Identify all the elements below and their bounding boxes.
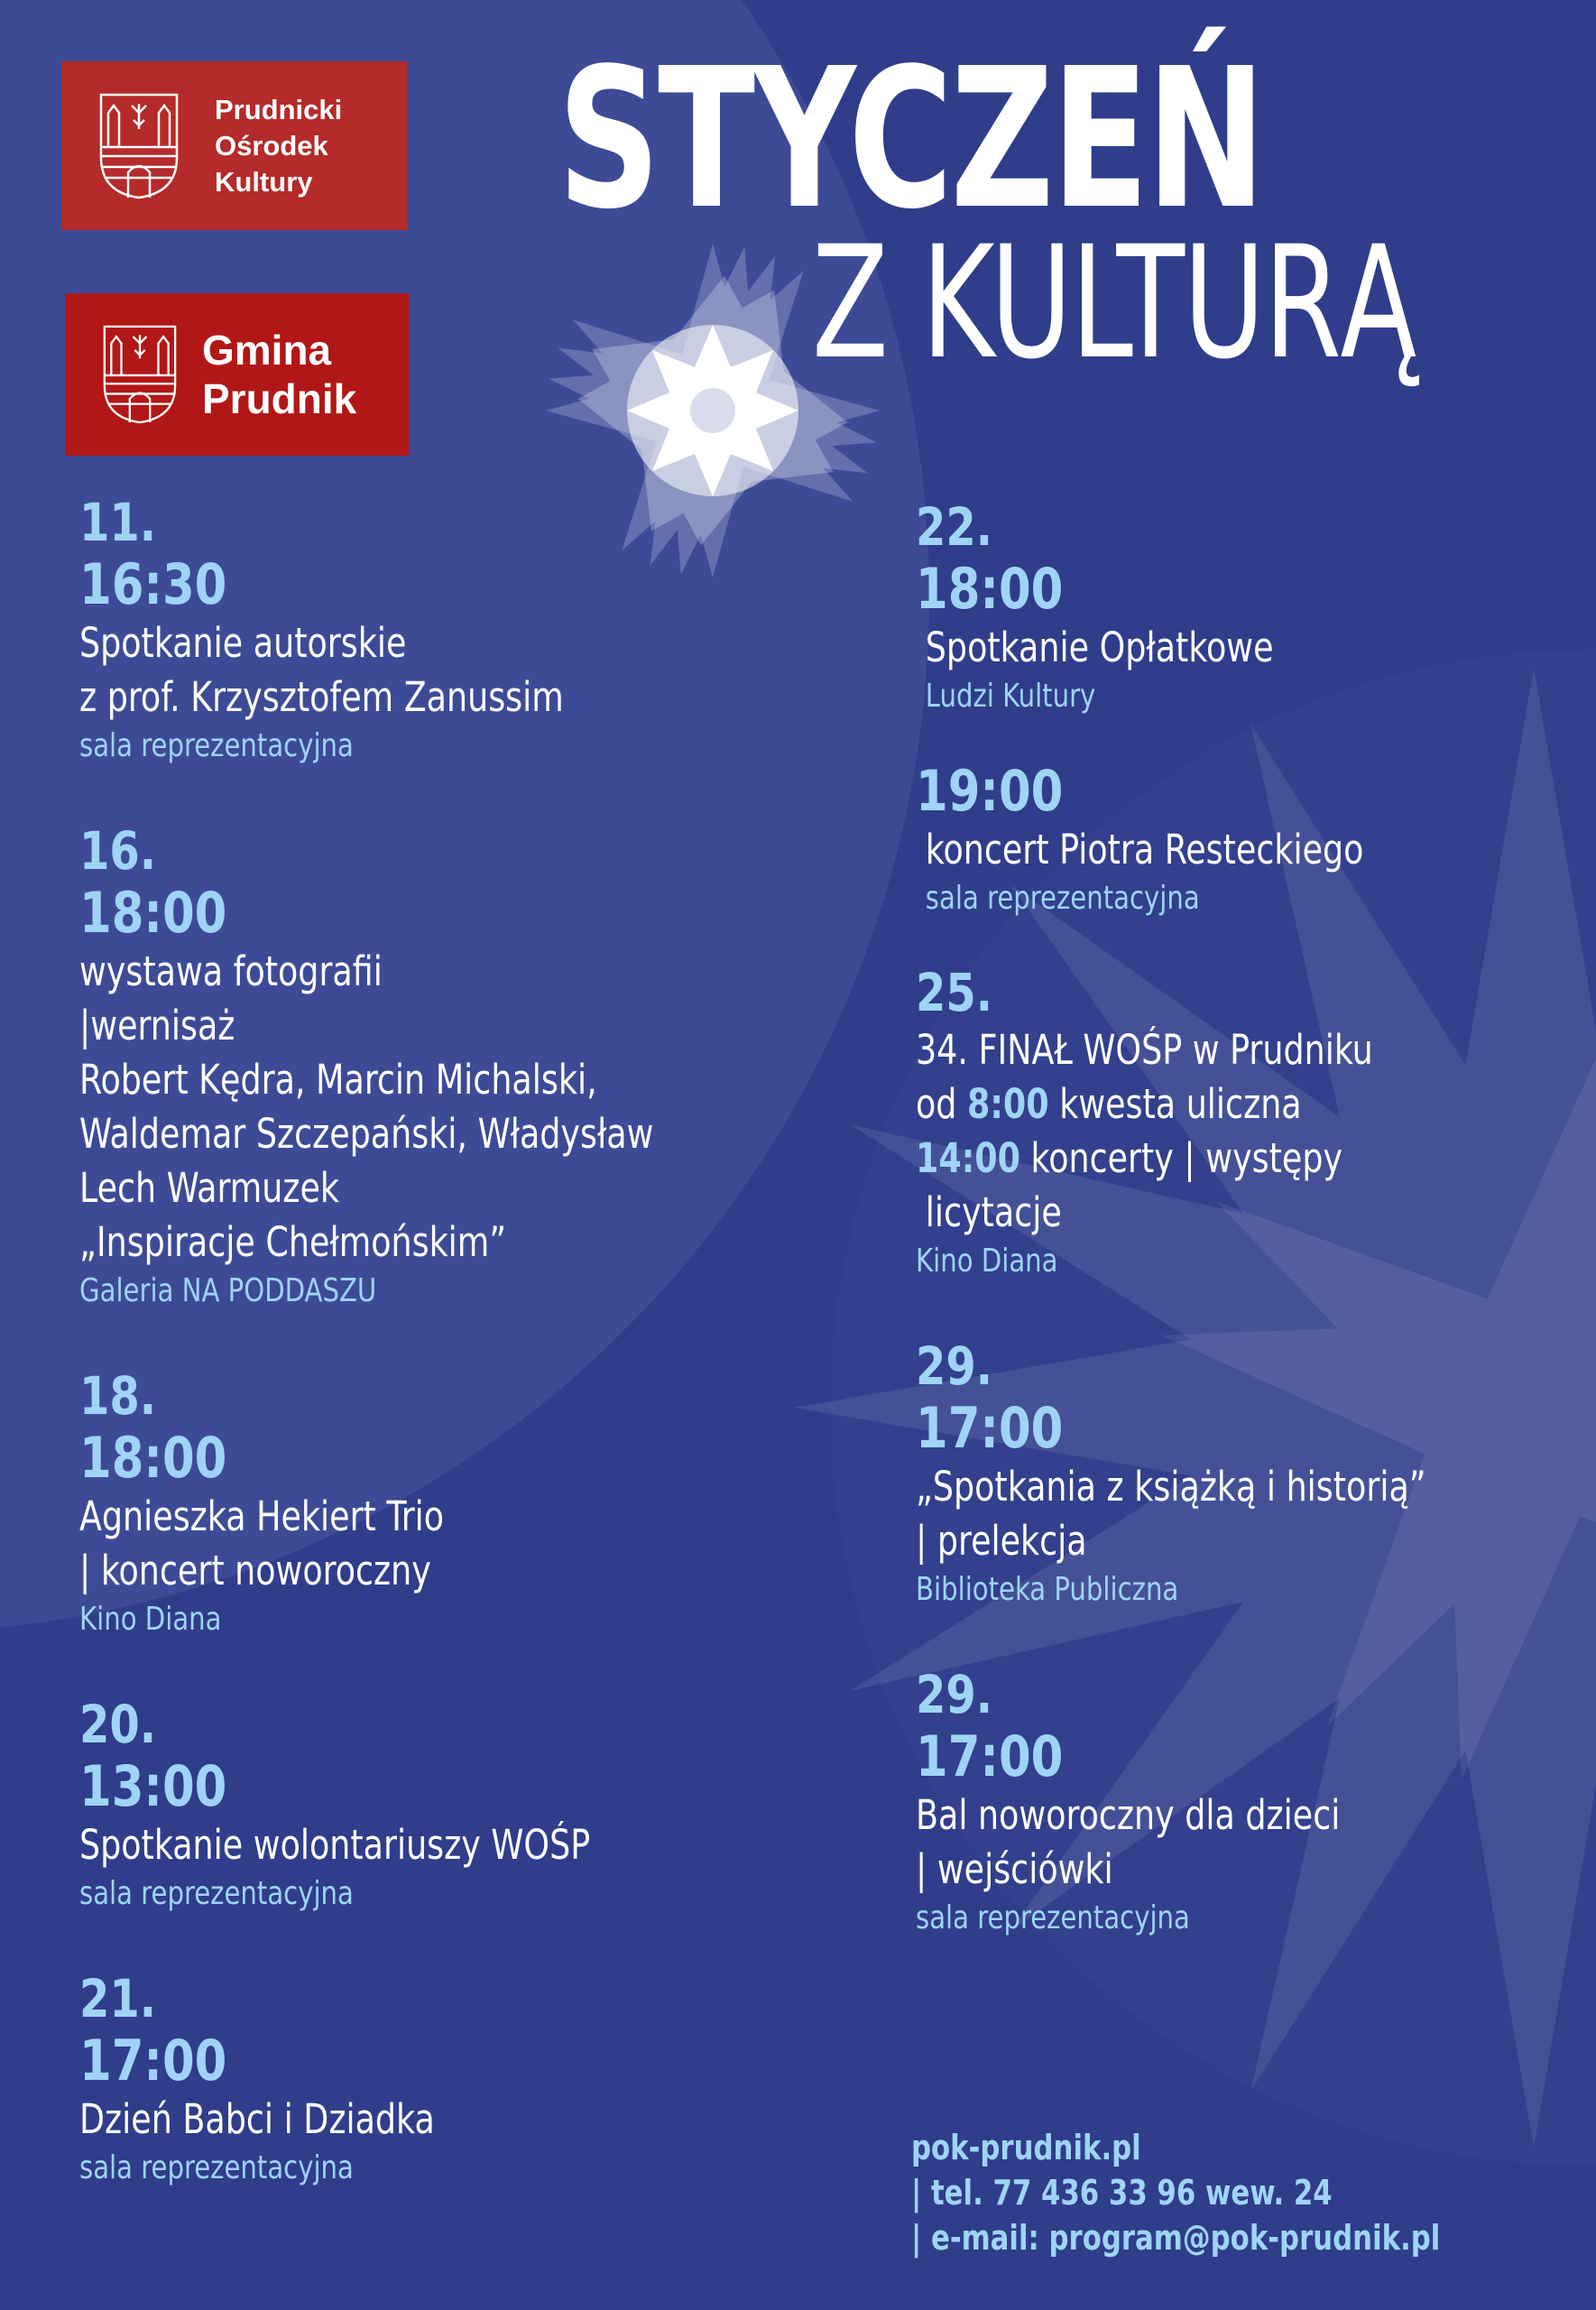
events-left-column [79,492,855,2242]
event-title: Spotkanie autorskie [79,619,407,667]
event-title: z prof. Krzysztofem Zanussim [79,673,564,721]
event-date: 22. [916,496,993,558]
event-title: Bal noworoczny dla dzieci [916,1791,1341,1839]
event-title: Waldemar Szczepański, Władysław [79,1110,654,1158]
event-title: |wernisaż [79,1002,235,1049]
event-date: 29. [916,1335,993,1397]
schedule-time: 14:00 [916,1134,1020,1182]
event-venue: sala reprezentacyjna [925,880,1200,917]
event-time: 17:00 [916,1723,1064,1789]
event-date: 20. [79,1694,157,1755]
logo-gmina-prudnik [65,293,409,456]
event-venue: sala reprezentacyjna [79,727,354,764]
email-link[interactable]: | e-mail: program@pok-prudnik.pl [911,2218,1441,2258]
event-title: „Inspiracje Chełmońskim” [79,1218,507,1266]
phone-number: | tel. 77 436 33 96 wew. 24 [911,2173,1333,2213]
event-title: | prelekcja [916,1517,1087,1565]
event-title: Lech Warmuzek [79,1164,339,1212]
event-time: 18:00 [916,556,1064,622]
page-subtitle: Z KULTURĄ [812,212,1416,393]
event-schedule-row: licytacje [925,1188,1062,1236]
event-time: 18:00 [79,880,227,946]
event-title: Robert Kędra, Marcin Michalski, [79,1056,597,1104]
event-venue: sala reprezentacyjna [79,2149,354,2186]
event-title: koncert Piotra Resteckiego [925,826,1364,873]
event-item [916,1335,1583,1612]
logo-prudnicki-osrodek-kultury [61,61,407,230]
website-link[interactable]: pok-prudnik.pl [911,2128,1141,2167]
event-venue: Galeria NA PODDASZU [79,1272,377,1309]
prudnik-coat-of-arms-icon [99,93,179,199]
event-date: 29. [916,1664,993,1725]
event-item [79,1694,855,1916]
event-time: 19:00 [916,758,1064,824]
event-date: 18. [79,1365,157,1427]
event-item [916,962,1583,1283]
event-venue: sala reprezentacyjna [916,1899,1190,1936]
logo-line: Kultury [215,165,313,198]
event-date: 21. [79,1968,157,2029]
page-title: STYCZEŃ [558,27,1264,252]
event-title: Agnieszka Hekiert Trio [79,1492,445,1540]
contact-info [911,2125,1440,2260]
event-item [79,820,855,1313]
event-title: Spotkanie Opłatkowe [925,624,1274,671]
event-venue: Ludzi Kultury [925,678,1096,715]
event-item [916,1664,1583,1940]
event-date: 16. [79,820,157,882]
event-schedule-row [916,1077,1517,1132]
schedule-time: 8:00 [967,1080,1049,1128]
event-time: 18:00 [79,1425,227,1491]
event-date: 11. [79,492,157,553]
event-title: Spotkanie wolontariuszy WOŚP [79,1821,591,1869]
event-time: 13:00 [79,1753,227,1819]
events-right-column [916,496,1583,1992]
event-item [79,492,855,768]
event-time: 17:00 [79,2028,227,2093]
schedule-text: kwesta uliczna [1059,1080,1302,1128]
event-title: wystawa fotografii [79,947,383,995]
logo-line: Prudnik [202,375,357,422]
event-venue: Kino Diana [79,1601,222,1638]
event-venue: Kino Diana [916,1243,1058,1280]
event-item [79,1968,855,2190]
prudnik-coat-of-arms-icon [103,324,177,425]
event-item [916,760,1583,920]
logo-line: Gmina [202,327,332,374]
event-time: 16:30 [79,551,227,617]
logo-line: Prudnicki [215,93,343,125]
event-title: | wejściówki [916,1845,1113,1893]
event-schedule-row [916,1132,1517,1186]
schedule-prefix: od [916,1080,957,1128]
event-title: „Spotkania z książką i historią” [916,1463,1426,1511]
event-title: Dzień Babci i Dziadka [79,2095,435,2143]
logo-line: Ośrodek [215,129,328,162]
event-time: 17:00 [916,1395,1064,1461]
event-headline: 34. FINAŁ WOŚP w Prudniku [916,1026,1373,1074]
event-venue: Biblioteka Publiczna [916,1571,1179,1608]
event-item [79,1365,855,1641]
event-item [916,496,1583,718]
event-venue: sala reprezentacyjna [79,1875,354,1912]
event-title: | koncert noworoczny [79,1547,431,1594]
event-date: 25. [916,962,993,1023]
schedule-text: koncerty | występy [1030,1134,1343,1182]
